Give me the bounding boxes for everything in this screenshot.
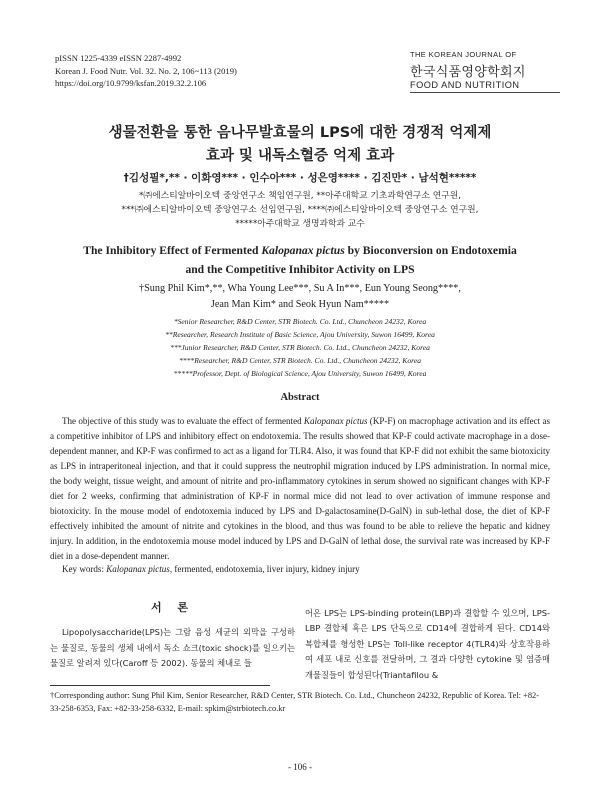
citation-line: Korean J. Food Nutr. Vol. 32. No. 2, 106~113 (2019)	[55, 65, 237, 76]
title-en-line2: and the Competitive Inhibitor Activity on LPS	[185, 263, 415, 276]
corresponding-author-footnote: †Corresponding author: Sung Phil Kim, Senior Researcher, R&D Center, STR Biotech. Co. Ltd., Chuncheon 24232, Republic of Korea. Tel: +82-33-258-6353, Fax: +82-33-258-6332, E-mail: spkim@strbiotech.co.kr	[50, 691, 539, 713]
doi-link[interactable]: https://doi.org/10.9799/ksfan.2019.32.2.106	[55, 78, 207, 88]
journal-logo	[410, 50, 560, 93]
affiliation-en-5: *****Professor, Dept. of Biological Science, Ajou University, Suwon 16499, Korea	[173, 369, 427, 378]
affiliation-en-4: ****Researcher, R&D Center, STR Biotech. Co. Ltd., Chuncheon 24232, Korea	[179, 356, 421, 365]
footnote-divider	[50, 685, 270, 686]
title-ko-line1: 생물전환을 통한 음나무발효물의 LPS에 대한 경쟁적 억제제	[108, 125, 492, 141]
keywords: Key words: Kalopanax pictus, fermented, endotoxemia, liver injury, kidney injury	[62, 564, 360, 574]
intro-left-column	[50, 600, 295, 672]
title-en-line1: The Inhibitory Effect of Fermented Kalopanax pictus by Bioconversion on Endotoxemia	[83, 244, 517, 257]
authors-en-line1: †Sung Phil Kim*,**, Wha Young Lee***, Su A In***, Eun Young Seong****,	[139, 283, 461, 294]
abstract-body: The objective of this study was to evaluate the effect of fermented Kalopanax pictus (KP-F) on macrophage activation and its effect as a competitive inhibitor of LPS and inhibitory effect on endotoxemia. The results showed that KP-F could activate macrophage in a dose-dependent manner, and KP-F was confirmed to act as a ligand for TLR4. Also, it was found that KP-F did not exhibit the same biotoxicity as LPS in intraperitoneal injection, and that it could suppress the neutrophil migration induced by LPS administration. In normal mice, the body weight, tissue weight, and amount of nitrite and pro-inflammatory cytokines in serum showed no significant changes with KP-F diet for 2 weeks, confirming that administration of KP-F in normal mice did not lead to over activation of immune response and biotoxicity. In the mouse model of endotoxemia induced by LPS and D-galactosamine(D-GalN) in sub-lethal dose, the diet of KP-F effectively inhibited the amount of nitrite and cytokines in the blood, and thus was found to be able to relieve the hepatic and kidney injury. In addition, in the endotoxemia mouse model induced by LPS and D-GalN of lethal dose, the survival rate was increased by KP-F diet in a dose-dependent manner.	[50, 416, 551, 562]
abstract-heading: Abstract	[280, 392, 320, 403]
journal-name-en-bottom: FOOD AND NUTRITION	[410, 80, 520, 90]
page-number: - 106 -	[288, 762, 312, 772]
issn-line: pISSN 1225-4339 eISSN 2287-4992	[55, 53, 182, 63]
journal-name-en-top: THE KOREAN JOURNAL OF	[410, 50, 517, 59]
affiliation-ko-3: *****아주대학교 생명과학과 교수	[235, 219, 365, 229]
affiliation-ko-1: *㈜에스티알바이오텍 중앙연구소 책임연구원, **아주대학교 기초과학연구소 연구원,	[139, 191, 461, 201]
authors-en-line2: Jean Man Kim* and Seok Hyun Nam*****	[210, 299, 390, 310]
affiliation-ko-2: ***㈜에스티알바이오텍 중앙연구소 선임연구원, ****㈜에스티알바이오텍 중앙연구소 연구원,	[121, 205, 479, 215]
affiliation-en-1: *Senior Researcher, R&D Center, STR Biotech. Co. Ltd., Chuncheon 24232, Korea	[173, 317, 427, 326]
title-ko-line2: 효과 및 내독소혈증 억제 효과	[205, 148, 395, 164]
affiliation-en-3: ***Junior Researcher, R&D Center, STR Biotech. Co. Ltd., Chuncheon 24232, Korea	[170, 343, 430, 352]
journal-name-ko: 한국식품영양학회지	[410, 65, 526, 80]
intro-right-column	[305, 606, 550, 683]
authors-ko: †김성필*,** · 이화영*** · 인수아*** · 성은영**** · 김진만* · 남석현*****	[123, 172, 477, 184]
journal-header-info	[55, 52, 237, 90]
intro-heading: 서 론	[150, 601, 195, 614]
intro-left-text: Lipopolysaccharide(LPS)는 그람 음성 세균의 외막을 구성하는 물질로, 동물의 생체 내에서 독소 쇼크(toxic shock)를 일으키는 물질로 알려져 있다(Caroff 등 2002). 동물의 체내로 들	[50, 627, 295, 669]
intro-right-text: 어온 LPS는 LPS-binding protein(LBP)과 결합할 수 있으며, LPS-LBP 결합체 혹은 LPS 단독으로 CD14에 결합하게 된다. CD14와 복합체를 형성한 LPS는 Toll-like receptor 4(TLR4)와 상호작용하여 세포 내로 신호를 전달하며, 그 결과 다양한 cytokine 및 염증매개물질들이 합성된다(Triantafilou &	[305, 608, 550, 680]
affiliation-en-2: **Researcher, Research Institute of Basic Science, Ajou University, Suwon 16499, Korea	[165, 330, 435, 339]
